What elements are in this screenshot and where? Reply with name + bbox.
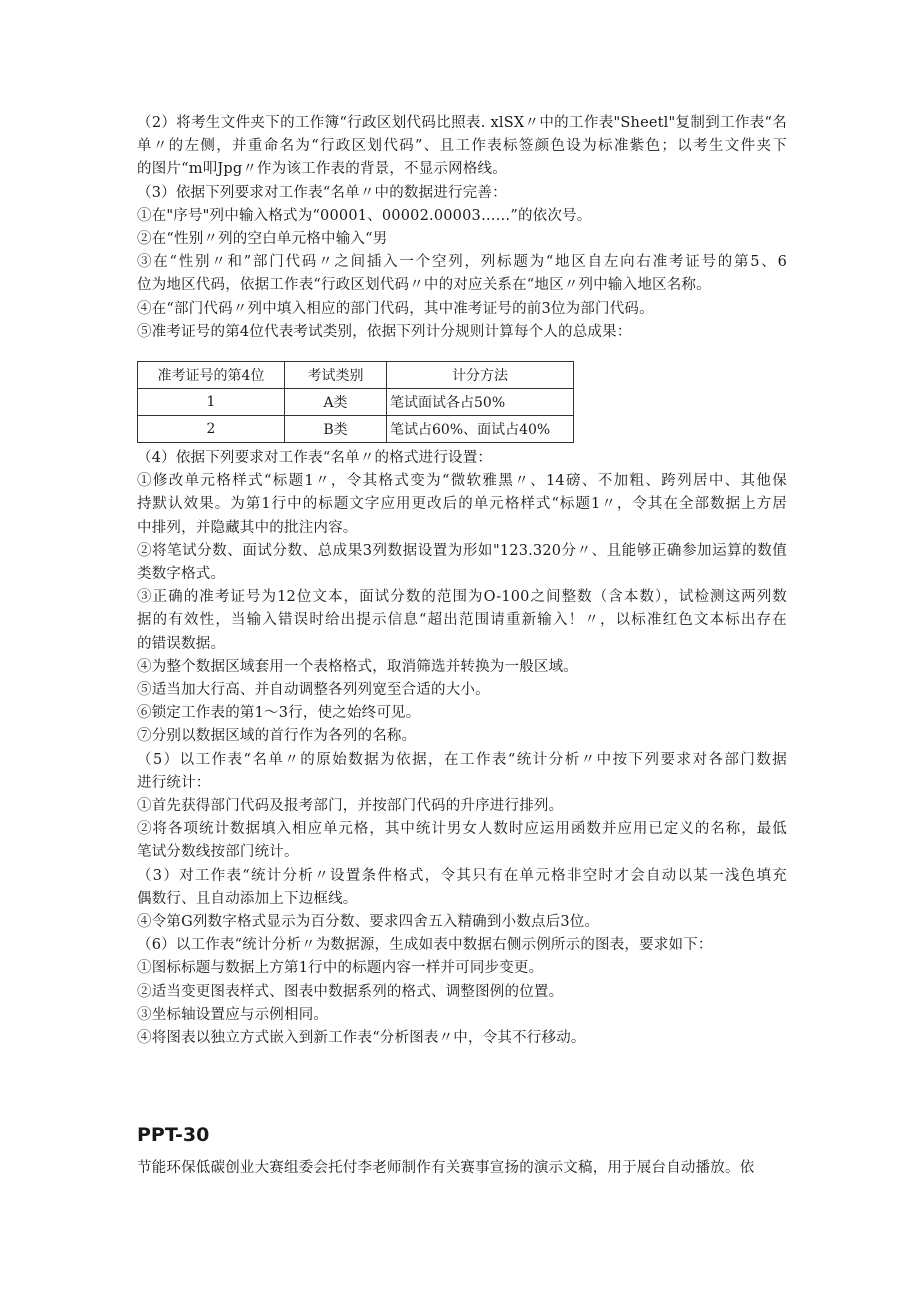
table-cell: A类 (285, 389, 387, 416)
text-line: ②将笔试分数、面试分数、总成果3列数据设置为形如"123.320分〃、且能够正确参加运算的数值 (137, 542, 787, 559)
text-line: （6）以工作表“统计分析〃为数据源，生成如表中数据右侧示例所示的图表，要求如下： (137, 937, 713, 954)
text-line: （4）依据下列要求对工作表“名单〃的格式进行设置： (137, 450, 493, 466)
text-line: ⑤适当加大行高、并自动调整各列列宽至合适的大小。 (137, 682, 490, 698)
text-line: 进行统计： (137, 774, 211, 791)
text-line: ⑥锁定工作表的第1〜3行，使之始终可见。 (137, 705, 421, 722)
text-line: 的图片“m叩Jpg〃作为该工作表的背景，不显示网格线。 (137, 161, 507, 178)
text-line: ③在“性别〃和”部门代码〃之间插入一个空列，列标题为“地区自左向右准考证号的第5、6 (137, 254, 787, 271)
text-line: ①在"序号"列中输入格式为“00001、00002.00003……”的依次号。 (137, 207, 592, 224)
text-line: 偶数行、且自动添加上下边框线。 (137, 890, 358, 907)
text-line: ④在“部门代码〃列中填入相应的部门代码，其中准考证号的前3位为部门代码。 (137, 300, 654, 317)
text-line: 位为地区代码，依据工作表“行政区划代码〃中的对应关系在“地区〃列中输入地区名称。 (137, 277, 711, 294)
text-line: ⑦分别以数据区域的首行作为各列的名称。 (137, 728, 417, 745)
text-line: ②适当变更图表样式、图表中数据系列的格式、调整图例的位置。 (137, 983, 564, 1000)
table-cell: 笔试占60%、面试占40% (387, 416, 574, 443)
table-cell: 2 (138, 416, 285, 443)
table-cell: 笔试面试各占50% (387, 389, 574, 416)
table-cell: 1 (138, 389, 285, 416)
text-line: 类数字格式。 (137, 566, 226, 582)
text-line: ②在“性别〃列的空白单元格中输入“男 (137, 231, 388, 247)
intro-paragraph: 节能环保低碳创业大赛组委会托付李老师制作有关赛事宣扬的演示文稿，用于展台自动播放。依 (137, 1160, 755, 1176)
text-line: ②将各项统计数据填入相应单元格，其中统计男女人数时应运用函数并应用已定义的名称，最低 (137, 821, 787, 838)
text-line: ④将图表以独立方式嵌入到新工作表“分析图表〃中，令其不行移动。 (137, 1030, 586, 1046)
text-line: （2）将考生文件夹下的工作簿“行政区划代码比照表. xlSX〃中的工作表"Sheetl"复制到工作表“名 (137, 115, 787, 131)
table-header-cell: 计分方法 (387, 362, 574, 389)
table-header-cell: 准考证号的第4位 (138, 362, 285, 389)
table-header-cell: 考试类别 (285, 362, 387, 389)
text-line: ⑤准考证号的第4位代表考试类别，依据下列计分规则计算每个人的总成果： (137, 323, 632, 340)
text-line: ④令第G列数字格式显示为百分数、要求四舍五入精确到小数点后3位。 (137, 914, 600, 930)
text-line: 的错误数据。 (137, 635, 226, 652)
text-line: ①修改单元格样式“标题1〃，令其格式变为“微软雅黑〃、14磅、不加粗、跨列居中、其他保 (137, 473, 787, 490)
text-line: （5）以工作表“名单〃的原始数据为依据，在工作表“统计分析〃中按下列要求对各部门数据 (137, 751, 787, 768)
text-line: ③坐标轴设置应与示例相同。 (137, 1006, 329, 1023)
text-line: 据的有效性，当输入错误时给出提示信息“超出范围请重新输入！〃，以标准红色文本标出存在 (137, 612, 787, 629)
text-line: （3）对工作表“统计分析〃设置条件格式，令其只有在单元格非空时才会自动以某一浅色填充 (137, 867, 787, 884)
text-line: ④为整个数据区域套用一个表格格式，取消筛选并转换为一般区域。 (137, 658, 578, 675)
text-line: 笔试分数线按部门统计。 (137, 844, 299, 861)
table-cell: B类 (285, 416, 387, 443)
text-line: 持默认效果。为第1行中的标题文字应用更改后的单元格样式“标题1〃，令其在全部数据上方居 (137, 496, 787, 513)
text-line: ①图标标题与数据上方第1行中的标题内容一样并可同步变更。 (137, 960, 544, 977)
table-row (138, 389, 574, 416)
text-line: （3）依据下列要求对工作表“名单〃中的数据进行完善： (137, 184, 507, 201)
text-line: ①首先获得部门代码及报考部门，并按部门代码的升序进行排列。 (137, 798, 564, 814)
table-row (138, 416, 574, 443)
text-line: ③正确的准考证号为12位文本，面试分数的范围为O-100之间整数（含本数），试检测这两列数 (137, 589, 787, 606)
section-heading: PPT-30 (137, 1124, 210, 1146)
table-header-row (138, 362, 574, 389)
text-line: 中排列，并隐藏其中的批注内容。 (137, 519, 358, 536)
text-line: 单〃的左侧，并重命名为“行政区划代码”、且工作表标签颜色设为标准紫色；以考生文件夹下 (137, 138, 787, 155)
scoring-rules-table (137, 361, 574, 443)
